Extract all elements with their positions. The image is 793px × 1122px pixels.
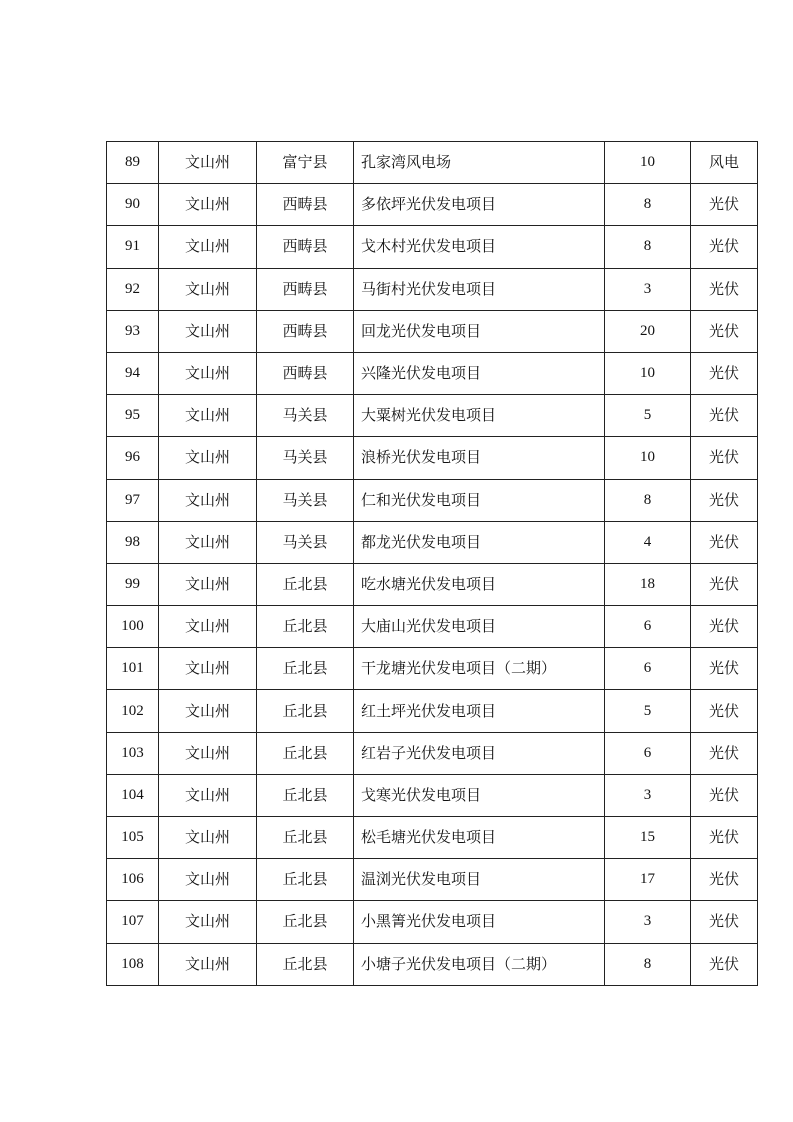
prefecture-cell: 文山州 — [159, 901, 257, 943]
county-cell: 丘北县 — [257, 690, 354, 732]
row-number-cell: 105 — [107, 817, 159, 859]
prefecture-cell: 文山州 — [159, 690, 257, 732]
project-name-cell: 兴隆光伏发电项目 — [354, 352, 605, 394]
county-cell: 丘北县 — [257, 774, 354, 816]
project-name-cell: 小黑箐光伏发电项目 — [354, 901, 605, 943]
table-row — [107, 437, 758, 479]
county-cell: 丘北县 — [257, 606, 354, 648]
project-name-cell: 仁和光伏发电项目 — [354, 479, 605, 521]
row-number-cell: 89 — [107, 142, 159, 184]
energy-type-cell: 光伏 — [691, 437, 758, 479]
project-name-cell: 干龙塘光伏发电项目（二期） — [354, 648, 605, 690]
energy-type-cell: 光伏 — [691, 395, 758, 437]
county-cell: 西畴县 — [257, 226, 354, 268]
prefecture-cell: 文山州 — [159, 774, 257, 816]
energy-type-cell: 光伏 — [691, 563, 758, 605]
energy-type-cell: 光伏 — [691, 774, 758, 816]
table-row — [107, 563, 758, 605]
county-cell: 丘北县 — [257, 732, 354, 774]
capacity-cell: 8 — [605, 479, 691, 521]
capacity-cell: 6 — [605, 648, 691, 690]
energy-type-cell: 光伏 — [691, 732, 758, 774]
capacity-cell: 6 — [605, 732, 691, 774]
table-row — [107, 648, 758, 690]
energy-type-cell: 光伏 — [691, 352, 758, 394]
row-number-cell: 100 — [107, 606, 159, 648]
capacity-cell: 3 — [605, 901, 691, 943]
prefecture-cell: 文山州 — [159, 352, 257, 394]
capacity-cell: 10 — [605, 437, 691, 479]
prefecture-cell: 文山州 — [159, 142, 257, 184]
prefecture-cell: 文山州 — [159, 310, 257, 352]
energy-type-cell: 光伏 — [691, 268, 758, 310]
table-row — [107, 943, 758, 985]
energy-type-cell: 光伏 — [691, 943, 758, 985]
county-cell: 丘北县 — [257, 859, 354, 901]
prefecture-cell: 文山州 — [159, 184, 257, 226]
energy-type-cell: 光伏 — [691, 690, 758, 732]
energy-type-cell: 光伏 — [691, 184, 758, 226]
energy-type-cell: 光伏 — [691, 310, 758, 352]
capacity-cell: 5 — [605, 395, 691, 437]
county-cell: 富宁县 — [257, 142, 354, 184]
row-number-cell: 104 — [107, 774, 159, 816]
capacity-cell: 18 — [605, 563, 691, 605]
table-row — [107, 732, 758, 774]
energy-type-cell: 光伏 — [691, 521, 758, 563]
table-row — [107, 479, 758, 521]
capacity-cell: 8 — [605, 943, 691, 985]
row-number-cell: 98 — [107, 521, 159, 563]
row-number-cell: 103 — [107, 732, 159, 774]
row-number-cell: 102 — [107, 690, 159, 732]
prefecture-cell: 文山州 — [159, 437, 257, 479]
capacity-cell: 17 — [605, 859, 691, 901]
capacity-cell: 20 — [605, 310, 691, 352]
row-number-cell: 101 — [107, 648, 159, 690]
prefecture-cell: 文山州 — [159, 521, 257, 563]
project-name-cell: 马街村光伏发电项目 — [354, 268, 605, 310]
capacity-cell: 6 — [605, 606, 691, 648]
county-cell: 丘北县 — [257, 943, 354, 985]
table-row — [107, 226, 758, 268]
table-row — [107, 184, 758, 226]
energy-type-cell: 光伏 — [691, 817, 758, 859]
county-cell: 马关县 — [257, 437, 354, 479]
county-cell: 西畴县 — [257, 310, 354, 352]
energy-type-cell: 风电 — [691, 142, 758, 184]
capacity-cell: 8 — [605, 184, 691, 226]
table-row — [107, 859, 758, 901]
capacity-cell: 4 — [605, 521, 691, 563]
row-number-cell: 91 — [107, 226, 159, 268]
project-table — [106, 141, 758, 986]
county-cell: 西畴县 — [257, 184, 354, 226]
project-name-cell: 温浏光伏发电项目 — [354, 859, 605, 901]
county-cell: 西畴县 — [257, 268, 354, 310]
table-row — [107, 142, 758, 184]
table-row — [107, 690, 758, 732]
project-name-cell: 大粟树光伏发电项目 — [354, 395, 605, 437]
capacity-cell: 3 — [605, 774, 691, 816]
energy-type-cell: 光伏 — [691, 226, 758, 268]
capacity-cell: 5 — [605, 690, 691, 732]
table-row — [107, 268, 758, 310]
project-name-cell: 回龙光伏发电项目 — [354, 310, 605, 352]
row-number-cell: 95 — [107, 395, 159, 437]
project-name-cell: 大庙山光伏发电项目 — [354, 606, 605, 648]
county-cell: 丘北县 — [257, 648, 354, 690]
prefecture-cell: 文山州 — [159, 479, 257, 521]
row-number-cell: 107 — [107, 901, 159, 943]
table-row — [107, 901, 758, 943]
prefecture-cell: 文山州 — [159, 268, 257, 310]
row-number-cell: 96 — [107, 437, 159, 479]
table-row — [107, 395, 758, 437]
capacity-cell: 10 — [605, 352, 691, 394]
prefecture-cell: 文山州 — [159, 606, 257, 648]
energy-type-cell: 光伏 — [691, 606, 758, 648]
row-number-cell: 108 — [107, 943, 159, 985]
row-number-cell: 93 — [107, 310, 159, 352]
project-name-cell: 都龙光伏发电项目 — [354, 521, 605, 563]
energy-type-cell: 光伏 — [691, 859, 758, 901]
prefecture-cell: 文山州 — [159, 648, 257, 690]
table-row — [107, 774, 758, 816]
table-row — [107, 352, 758, 394]
energy-type-cell: 光伏 — [691, 648, 758, 690]
energy-type-cell: 光伏 — [691, 479, 758, 521]
project-name-cell: 吃水塘光伏发电项目 — [354, 563, 605, 605]
capacity-cell: 8 — [605, 226, 691, 268]
county-cell: 马关县 — [257, 521, 354, 563]
project-name-cell: 戈木村光伏发电项目 — [354, 226, 605, 268]
table-row — [107, 521, 758, 563]
project-name-cell: 红土坪光伏发电项目 — [354, 690, 605, 732]
table-row — [107, 817, 758, 859]
project-name-cell: 多依坪光伏发电项目 — [354, 184, 605, 226]
row-number-cell: 97 — [107, 479, 159, 521]
row-number-cell: 94 — [107, 352, 159, 394]
prefecture-cell: 文山州 — [159, 563, 257, 605]
capacity-cell: 15 — [605, 817, 691, 859]
table-row — [107, 606, 758, 648]
project-name-cell: 戈寒光伏发电项目 — [354, 774, 605, 816]
row-number-cell: 99 — [107, 563, 159, 605]
project-name-cell: 孔家湾风电场 — [354, 142, 605, 184]
project-name-cell: 松毛塘光伏发电项目 — [354, 817, 605, 859]
prefecture-cell: 文山州 — [159, 395, 257, 437]
energy-type-cell: 光伏 — [691, 901, 758, 943]
prefecture-cell: 文山州 — [159, 859, 257, 901]
capacity-cell: 10 — [605, 142, 691, 184]
county-cell: 丘北县 — [257, 817, 354, 859]
capacity-cell: 3 — [605, 268, 691, 310]
row-number-cell: 90 — [107, 184, 159, 226]
row-number-cell: 106 — [107, 859, 159, 901]
county-cell: 西畴县 — [257, 352, 354, 394]
project-name-cell: 小塘子光伏发电项目（二期） — [354, 943, 605, 985]
project-name-cell: 浪桥光伏发电项目 — [354, 437, 605, 479]
table-row — [107, 310, 758, 352]
prefecture-cell: 文山州 — [159, 817, 257, 859]
county-cell: 马关县 — [257, 395, 354, 437]
prefecture-cell: 文山州 — [159, 732, 257, 774]
county-cell: 丘北县 — [257, 901, 354, 943]
row-number-cell: 92 — [107, 268, 159, 310]
prefecture-cell: 文山州 — [159, 226, 257, 268]
prefecture-cell: 文山州 — [159, 943, 257, 985]
county-cell: 丘北县 — [257, 563, 354, 605]
project-name-cell: 红岩子光伏发电项目 — [354, 732, 605, 774]
county-cell: 马关县 — [257, 479, 354, 521]
table-body — [107, 142, 758, 986]
